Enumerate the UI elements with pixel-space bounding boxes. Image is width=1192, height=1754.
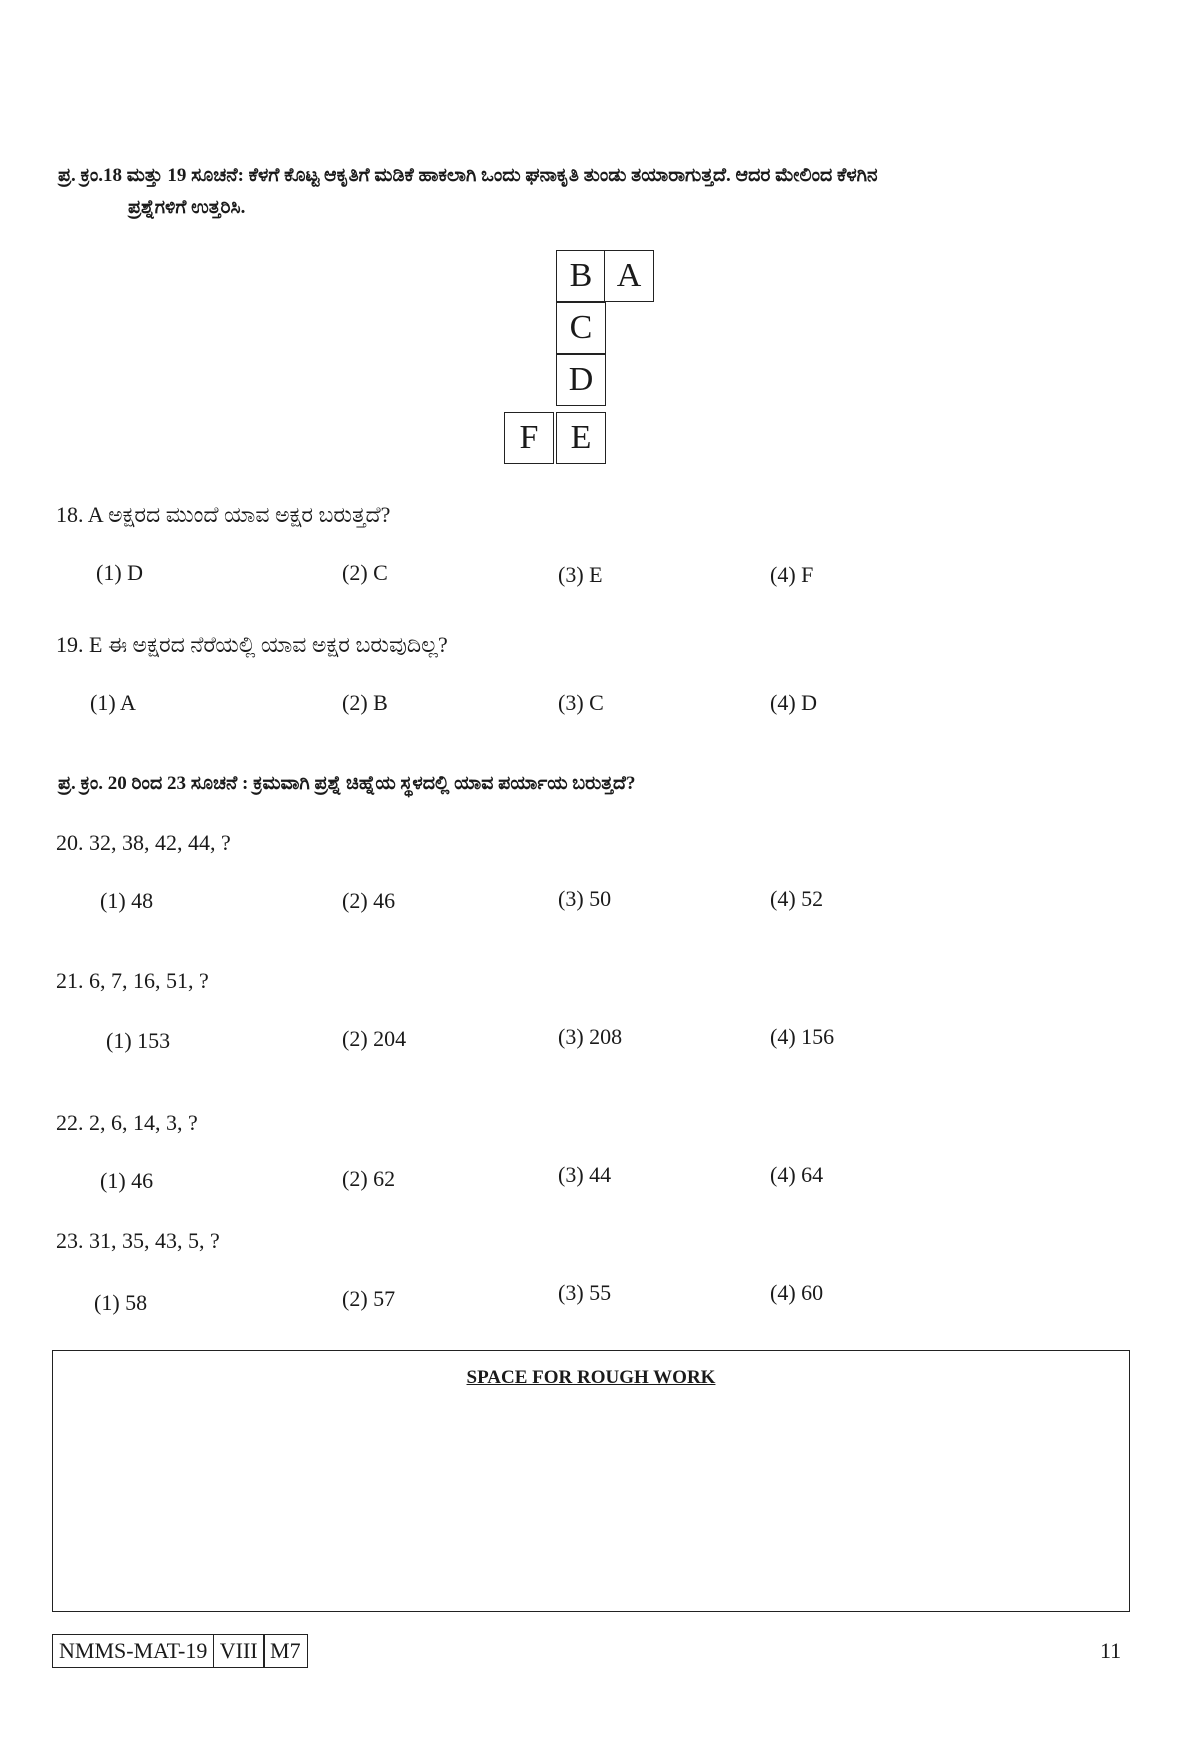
cube-face-a: A [604,250,654,302]
q22-option-2[interactable]: (2) 62 [342,1166,396,1191]
q19-option-2[interactable]: (2) B [342,690,388,715]
q18-option-4[interactable]: (4) F [770,562,814,587]
q22-option-4[interactable]: (4) 64 [770,1162,824,1187]
question-19: 19. E ಈ ಅಕ್ಷರದ ನೆರೆಯಲ್ಲಿ ಯಾವ ಅಕ್ಷರ ಬರುವುದಿಲ್ಲ? [56,632,448,657]
cube-face-b: B [556,250,606,302]
q20-option-3[interactable]: (3) 50 [558,886,612,911]
q21-option-4[interactable]: (4) 156 [770,1024,835,1049]
instruction-q20-23: ಪ್ರ. ಕ್ರಂ. 20 ರಿಂದ 23 ಸೂಚನೆ : ಕ್ರಮವಾಗಿ ಪ್ರಶ್ನೆ ಚಿಹ್ನೆಯ ಸ್ಥಳದಲ್ಲಿ ಯಾವ ಪರ್ಯಾಯ ಬರುತ್ತದೆ? [58,773,636,794]
cube-face-d: D [556,354,606,406]
footer-exam-code: NMMS-MAT-19 [52,1634,214,1668]
q20-option-2[interactable]: (2) 46 [342,888,396,913]
q23-option-2[interactable]: (2) 57 [342,1286,396,1311]
footer-set: M7 [263,1634,308,1668]
q19-option-1[interactable]: (1) A [90,690,136,715]
rough-work-box [52,1350,1130,1612]
q20-option-4[interactable]: (4) 52 [770,886,824,911]
q23-option-3[interactable]: (3) 55 [558,1280,612,1305]
cube-face-f: F [504,412,554,464]
q21-option-1[interactable]: (1) 153 [106,1028,171,1053]
footer-paper-code [52,1634,306,1668]
instruction-q18-19-line1: ಪ್ರ. ಕ್ರಂ.18 ಮತ್ತು 19 ಸೂಚನೆ: ಕೆಳಗೆ ಕೊಟ್ಟ ಆಕೃತಿಗೆ ಮಡಿಕೆ ಹಾಕಲಾಗಿ ಒಂದು ಘನಾಕೃತಿ ತುಂಡು ತಯಾರಾಗುತ್ತದೆ. ಆದರ ಮೇಲಿಂದ ಕೆಳಗಿನ [58,165,878,186]
cube-face-c: C [556,302,606,354]
question-20: 20. 32, 38, 42, 44, ? [56,830,231,855]
q18-option-3[interactable]: (3) E [558,562,603,587]
q22-option-3[interactable]: (3) 44 [558,1162,612,1187]
question-21: 21. 6, 7, 16, 51, ? [56,968,209,993]
q22-option-1[interactable]: (1) 46 [100,1168,154,1193]
question-18: 18. A ಅಕ್ಷರದ ಮುಂದೆ ಯಾವ ಅಕ್ಷರ ಬರುತ್ತದೆ? [56,502,391,527]
q23-option-4[interactable]: (4) 60 [770,1280,824,1305]
q19-option-3[interactable]: (3) C [558,690,604,715]
rough-work-title: SPACE FOR ROUGH WORK [466,1367,716,1388]
q21-option-3[interactable]: (3) 208 [558,1024,623,1049]
footer-class: VIII [213,1634,265,1668]
page-number: 11 [1100,1638,1122,1663]
q18-option-1[interactable]: (1) D [96,560,144,585]
q23-option-1[interactable]: (1) 58 [94,1290,148,1315]
q21-option-2[interactable]: (2) 204 [342,1026,407,1051]
q18-option-2[interactable]: (2) C [342,560,388,585]
q20-option-1[interactable]: (1) 48 [100,888,154,913]
instruction-q18-19-line2: ಪ್ರಶ್ನೆಗಳಿಗೆ ಉತ್ತರಿಸಿ. [128,197,246,218]
cube-face-e: E [556,412,606,464]
q19-option-4[interactable]: (4) D [770,690,818,715]
question-23: 23. 31, 35, 43, 5, ? [56,1228,220,1253]
question-22: 22. 2, 6, 14, 3, ? [56,1110,198,1135]
